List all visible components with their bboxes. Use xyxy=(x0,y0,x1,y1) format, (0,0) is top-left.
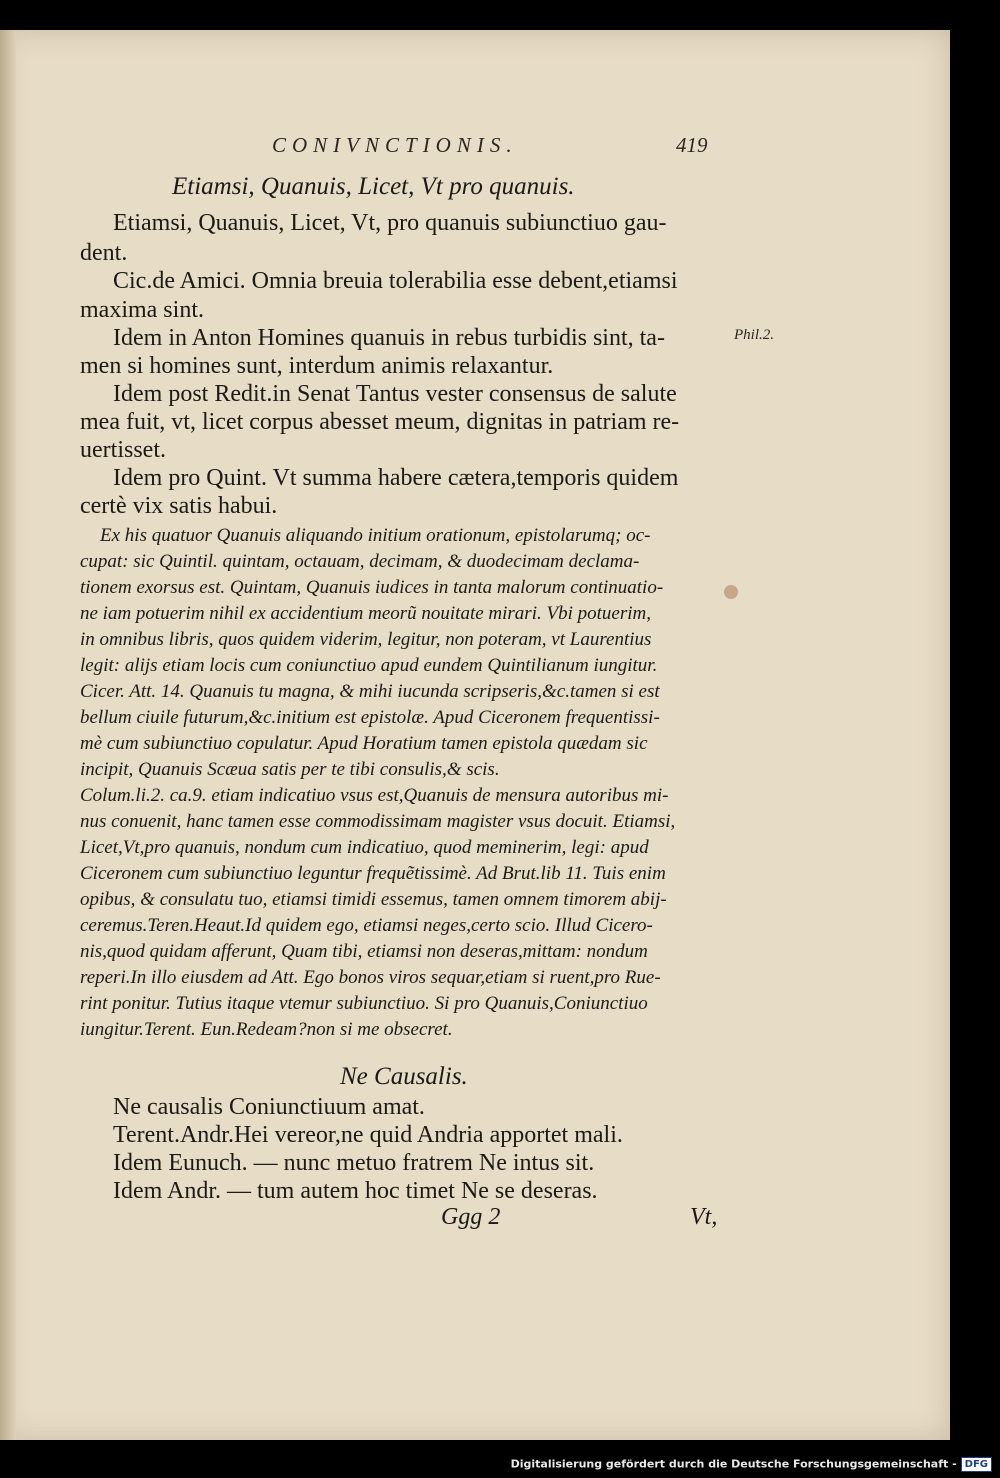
running-head: CONIVNCTIONIS. xyxy=(272,133,518,157)
text-line: Ne causalis Coniunctiuum amat. xyxy=(113,1094,425,1120)
text-line: Terent.Andr.Hei vereor,ne quid Andria apportet mali. xyxy=(113,1122,623,1148)
commentary-line: Ciceronem cum subiunctiuo leguntur frequẽtissimè. Ad Brut.lib 11. Tuis enim xyxy=(80,863,666,884)
text-line: uertisset. xyxy=(80,437,166,463)
commentary-line: rint ponitur. Tutius itaque vtemur subiunctiuo. Si pro Quanuis,Coniunctiuo xyxy=(80,993,648,1014)
commentary-line: legit: alijs etiam locis cum coniunctiuo apud eundem Quintilianum iungitur. xyxy=(80,655,658,676)
commentary-line: cupat: sic Quintil. quintam, octauam, decimam, & duodecimam declama- xyxy=(80,551,640,572)
text-line: Etiamsi, Quanuis, Licet, Vt, pro quanuis subiunctiuo gau- xyxy=(113,210,667,236)
text-line: Idem in Anton Homines quanuis in rebus turbidis sint, ta- xyxy=(113,325,665,351)
margin-note: Phil.2. xyxy=(734,327,774,343)
text-line: Idem Eunuch. — nunc metuo fratrem Ne intus sit. xyxy=(113,1150,595,1176)
commentary-line: bellum ciuile futurum,&c.initium est epistolæ. Apud Ciceronem frequentissi- xyxy=(80,707,660,728)
text-line: Idem post Redit.in Senat Tantus vester consensus de salute xyxy=(113,381,677,407)
commentary-line: Cicer. Att. 14. Quanuis tu magna, & mihi iucunda scripseris,&c.tamen si est xyxy=(80,681,660,702)
text-line: maxima sint. xyxy=(80,297,204,323)
text-line: Idem Andr. — tum autem hoc timet Ne se deseras. xyxy=(113,1178,598,1204)
commentary-line: tionem exorsus est. Quintam, Quanuis iudices in tanta malorum continuatio- xyxy=(80,577,664,598)
commentary-line: Colum.li.2. ca.9. etiam indicatiuo vsus est,Quanuis de mensura autoribus mi- xyxy=(80,785,669,806)
commentary-line: mè cum subiunctiuo copulatur. Apud Horatium tamen epistola quædam sic xyxy=(80,733,648,754)
text-line: dent. xyxy=(80,240,128,266)
commentary-line: opibus, & consulatu tuo, etiamsi timidi essemus, tamen omnem timorem abij- xyxy=(80,889,667,910)
commentary-line: incipit, Quanuis Scæua satis per te tibi consulis,& scis. xyxy=(80,759,500,780)
commentary-line: ne iam potuerim nihil ex accidentium meorũ nouitate mirari. Vbi potuerim, xyxy=(80,603,651,624)
catchword: Vt, xyxy=(690,1204,718,1230)
signature-mark: Ggg 2 xyxy=(441,1204,501,1230)
text-line: Idem pro Quint. Vt summa habere cætera,temporis quidem xyxy=(113,465,679,491)
text-line: mea fuit, vt, licet corpus abesset meum, dignitas in patriam re- xyxy=(80,409,680,435)
section-heading: Etiamsi, Quanuis, Licet, Vt pro quanuis. xyxy=(172,173,575,200)
ink-blot xyxy=(724,585,738,599)
digitization-credit xyxy=(511,1457,992,1472)
commentary-line: Licet,Vt,pro quanuis, nondum cum indicatiuo, quod meminerim, legi: apud xyxy=(80,837,649,858)
commentary-line: reperi.In illo eiusdem ad Att. Ego bonos viros sequar,etiam si ruent,pro Rue- xyxy=(80,967,661,988)
text-line: certè vix satis habui. xyxy=(80,493,278,519)
commentary-line: ceremus.Teren.Heaut.Id quidem ego, etiamsi neges,certo scio. Illud Cicero- xyxy=(80,915,653,936)
commentary-line: in omnibus libris, quos quidem viderim, legitur, non poteram, vt Laurentius xyxy=(80,629,652,650)
commentary-line: nis,quod quidam afferunt, Quam tibi, etiamsi non deseras,mittam: nondum xyxy=(80,941,648,962)
dfg-logo: DFG xyxy=(961,1457,992,1472)
section-heading: Ne Causalis. xyxy=(340,1063,468,1090)
text-line: Cic.de Amici. Omnia breuia tolerabilia esse debent,etiamsi xyxy=(113,268,678,294)
credit-text: Digitalisierung gefördert durch die Deutsche Forschungsgemeinschaft - xyxy=(510,1457,957,1471)
text-line: men si homines sunt, interdum animis relaxantur. xyxy=(80,353,554,379)
commentary-line: nus conuenit, hanc tamen esse commodissimam magister vsus docuit. Etiamsi, xyxy=(80,811,676,832)
commentary-line: iungitur.Terent. Eun.Redeam?non si me obsecret. xyxy=(80,1019,453,1040)
commentary-line: Ex his quatuor Quanuis aliquando initium orationum, epistolarumq; oc- xyxy=(100,525,651,546)
page-number: 419 xyxy=(676,133,708,157)
